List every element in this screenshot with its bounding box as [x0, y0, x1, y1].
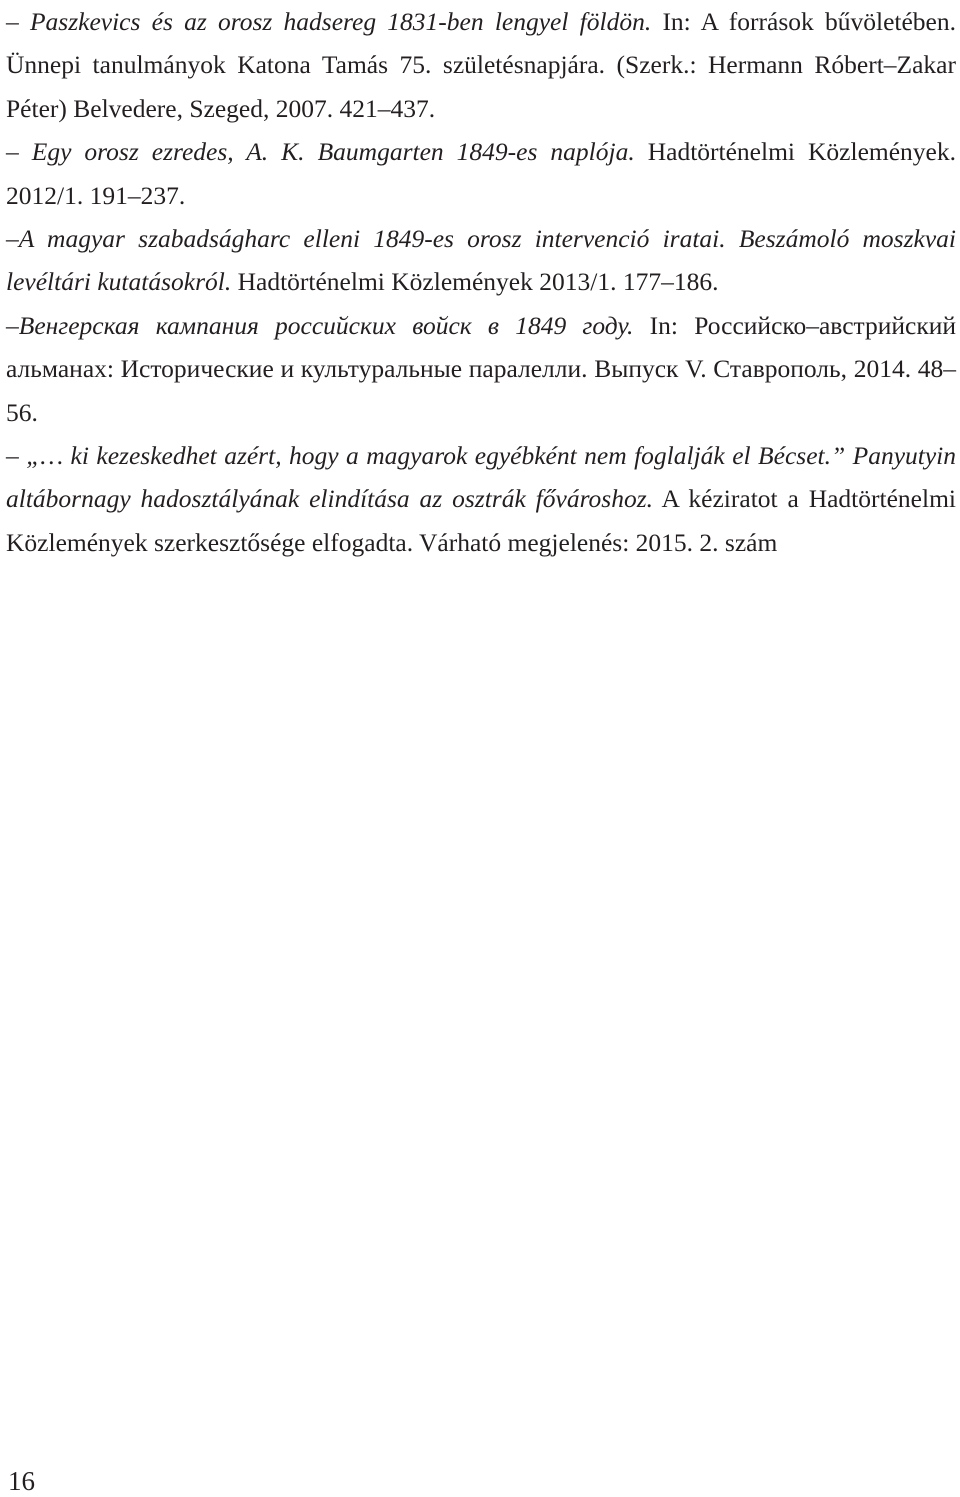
entry-source: In: Российско–австрийский альманах: Исторические и культуральные паралелли. Выпуск V. Ставрополь, 2014. 48–56.: [6, 310, 957, 427]
entry-source: Hadtörténelmi Közlemények 2013/1. 177–186.: [231, 267, 719, 297]
bibliography-list: [6, 0, 956, 564]
entry-dash: –: [6, 310, 19, 340]
page-number: 16: [8, 1466, 35, 1496]
entry-source: In: A források bűvöletében. Ünnepi tanulmányok Katona Tamás 75. születésnapjára. (Szerk.: Hermann Róbert–Zakar Péter) Belvedere, Szeged, 2007. 421–437.: [6, 7, 956, 123]
entry-title: A magyar szabadságharc elleni 1849-es orosz intervenció iratai. Beszámoló moszkvai levéltári kutatásokról.: [6, 224, 956, 297]
bibliography-entry: [6, 130, 956, 217]
entry-title: „… ki kezeskedhet azért, hogy a magyarok egyébként nem foglalják el Bécset.” Panyutyin altábornagy hadosztályának elindítása az osztrák fővároshoz.: [6, 441, 956, 514]
entry-source: A kéziratot a Hadtörténelmi Közlemények szerkesztősége elfogadta. Várható megjelenés: 2015. 2. szám: [6, 484, 956, 557]
bibliography-entry: [6, 217, 956, 304]
entry-source: Hadtörténelmi Közlemények. 2012/1. 191–237.: [6, 137, 956, 210]
bibliography-entry: [6, 0, 956, 130]
entry-dash: –: [6, 137, 32, 167]
entry-title: Egy orosz ezredes, A. K. Baumgarten 1849-es naplója.: [31, 137, 635, 167]
entry-title: Paszkevics és az orosz hadsereg 1831-ben lengyel földön.: [29, 7, 652, 36]
bibliography-entry: [6, 434, 956, 564]
entry-dash: –: [6, 441, 27, 471]
entry-dash: –: [6, 224, 19, 254]
bibliography-entry: [6, 304, 956, 434]
entry-dash: –: [6, 7, 30, 36]
entry-title: Венгерская кампания российских войск в 1849 году.: [18, 310, 634, 340]
